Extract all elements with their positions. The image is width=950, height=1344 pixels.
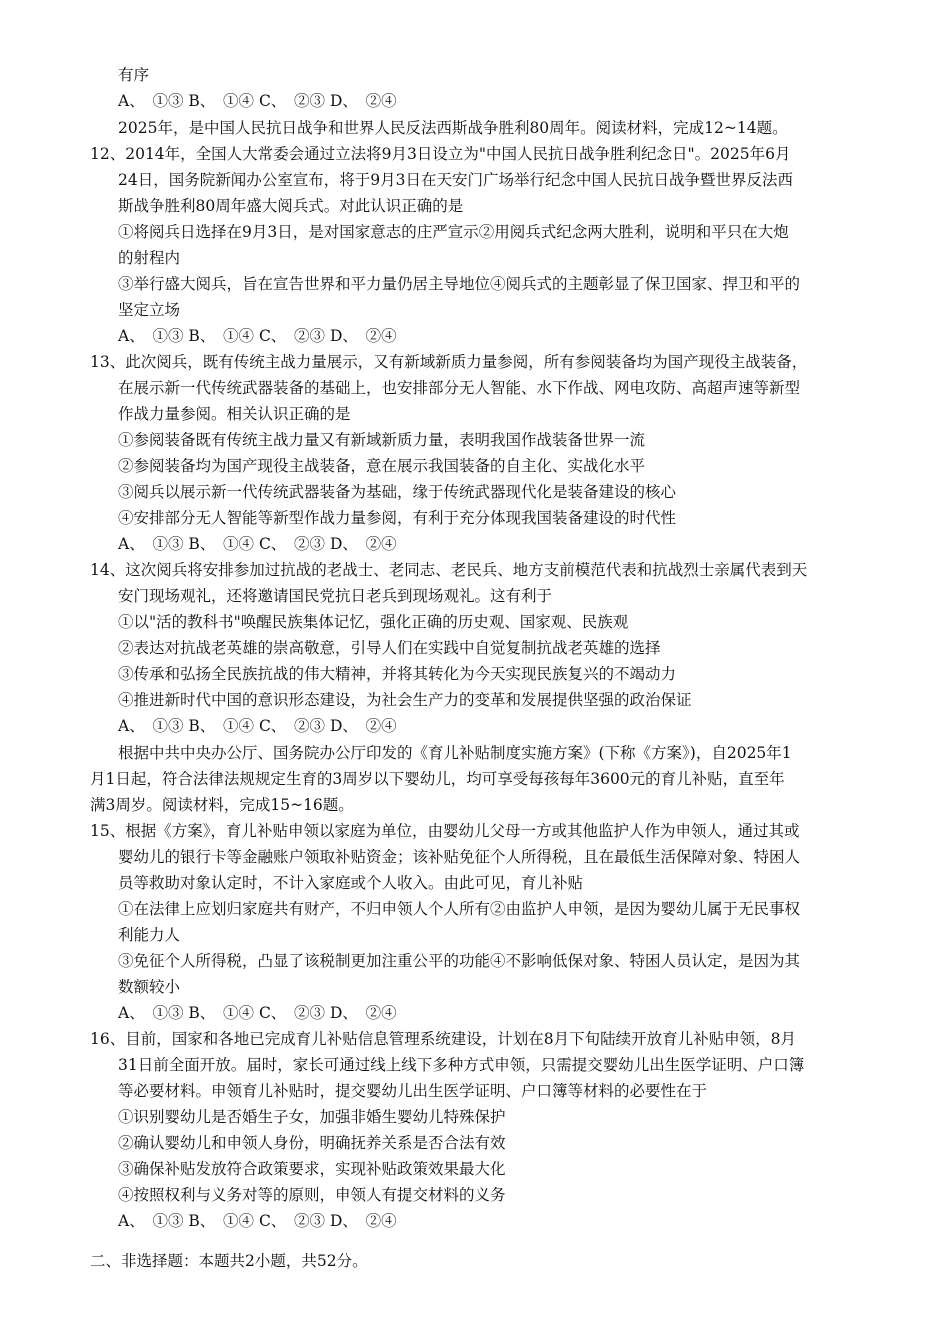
text-line: 15、根据《方案》，育儿补贴申领以家庭为单位，由婴幼儿父母一方或其他监护人作为申领人，通过其或	[90, 822, 800, 840]
text-line: ①将阅兵日选择在9月3日，是对国家意志的庄严宣示②用阅兵式纪念两大胜利，说明和平只在大炮	[118, 223, 789, 241]
text-line: 利能力人	[118, 926, 181, 944]
text-line: 安门现场观礼，还将邀请国民党抗日老兵到现场观礼。这有利于	[118, 587, 553, 605]
text-line: ③免征个人所得税，凸显了该税制更加注重公平的功能④不影响低保对象、特困人员认定，是因为其	[118, 952, 801, 970]
text-line: ②确认婴幼儿和申领人身份，明确抚养关系是否合法有效	[118, 1134, 506, 1152]
text-line: ②参阅装备均为国产现役主战装备，意在展示我国装备的自主化、实战化水平	[118, 457, 646, 475]
text-line: ③确保补贴发放符合政策要求，实现补贴政策效果最大化	[118, 1160, 506, 1178]
text-line: ③举行盛大阅兵，旨在宣告世界和平力量仍居主导地位④阅兵式的主题彰显了保卫国家、捍卫和平的	[118, 275, 801, 293]
text-line: 2025年，是中国人民抗日战争和世界人民反法西斯战争胜利80周年。阅读材料，完成12~14题。	[118, 119, 788, 137]
text-line: 员等救助对象认定时，不计入家庭或个人收入。由此可见，育儿补贴	[118, 874, 584, 892]
text-line: ④安排部分无人智能等新型作战力量参阅，有利于充分体现我国装备建设的时代性	[118, 509, 677, 527]
text-line: 二、非选择题：本题共2小题，共52分。	[90, 1252, 368, 1270]
text-line: 坚定立场	[118, 301, 181, 319]
text-line: ②表达对抗战老英雄的崇高敬意，引导人们在实践中自觉复制抗战老英雄的选择	[118, 639, 661, 657]
text-line: 24日，国务院新闻办公室宣布，将于9月3日在天安门广场举行纪念中国人民抗日战争暨世界反法西	[118, 171, 793, 189]
text-line: 13、此次阅兵，既有传统主战力量展示，又有新域新质力量参阅，所有参阅装备均为国产现役主战装备，	[90, 353, 808, 371]
text-line: ①识别婴幼儿是否婚生子女，加强非婚生婴幼儿特殊保护	[118, 1108, 506, 1126]
text-line: 数额较小	[118, 978, 181, 996]
text-line: ③阅兵以展示新一代传统武器装备为基础，缘于传统武器现代化是装备建设的核心	[118, 483, 677, 501]
text-line: ④推进新时代中国的意识形态建设，为社会生产力的变革和发展提供坚强的政治保证	[118, 691, 692, 709]
text-line: ①在法律上应划归家庭共有财产，不归申领人个人所有②由监护人申领，是因为婴幼儿属于无民事权	[118, 900, 801, 918]
text-line: 在展示新一代传统武器装备的基础上，也安排部分无人智能、水下作战、网电攻防、高超声速等新型	[118, 379, 801, 397]
text-line: ④按照权利与义务对等的原则，申领人有提交材料的义务	[118, 1186, 506, 1204]
text-line: 婴幼儿的银行卡等金融账户领取补贴资金；该补贴免征个人所得税，且在最低生活保障对象、特困人	[118, 848, 801, 866]
text-line: 31日前全面开放。届时，家长可通过线上线下多种方式申领，只需提交婴幼儿出生医学证明、户口簿	[118, 1056, 805, 1074]
text-line: ①以"活的教科书"唤醒民族集体记忆，强化正确的历史观、国家观、民族观	[118, 613, 629, 631]
answer-options: A、 ①③ B、 ①④ C、 ②③ D、 ②④	[118, 1212, 397, 1230]
answer-options: A、 ①③ B、 ①④ C、 ②③ D、 ②④	[118, 327, 397, 345]
text-line: 根据中共中央办公厅、国务院办公厅印发的《育儿补贴制度实施方案》(下称《方案》)，自2025年1	[118, 744, 792, 762]
text-line: 作战力量参阅。相关认识正确的是	[118, 405, 351, 423]
answer-options: A、 ①③ B、 ①④ C、 ②③ D、 ②④	[118, 92, 397, 110]
text-line: 的射程内	[118, 249, 181, 267]
text-line: 等必要材料。申领育儿补贴时，提交婴幼儿出生医学证明、户口簿等材料的必要性在于	[118, 1082, 708, 1100]
text-line: ①参阅装备既有传统主战力量又有新域新质力量，表明我国作战装备世界一流	[118, 431, 646, 449]
text-line: ③传承和弘扬全民族抗战的伟大精神，并将其转化为今天实现民族复兴的不竭动力	[118, 665, 677, 683]
answer-options: A、 ①③ B、 ①④ C、 ②③ D、 ②④	[118, 535, 397, 553]
text-line: 16、目前，国家和各地已完成育儿补贴信息管理系统建设，计划在8月下旬陆续开放育儿补贴申领，8月	[90, 1030, 796, 1048]
text-line: 14、这次阅兵将安排参加过抗战的老战士、老同志、老民兵、地方支前模范代表和抗战烈士亲属代表到天	[90, 561, 808, 579]
text-line: 月1日起，符合法律法规规定生育的3周岁以下婴幼儿，均可享受每孩每年3600元的育儿补贴，直至年	[90, 770, 785, 788]
text-line: 有序	[118, 66, 150, 84]
text-line: 12、2014年，全国人大常委会通过立法将9月3日设立为"中国人民抗日战争胜利纪念日"。2025年6月	[90, 145, 791, 163]
text-line: 满3周岁。阅读材料，完成15~16题。	[90, 796, 354, 814]
answer-options: A、 ①③ B、 ①④ C、 ②③ D、 ②④	[118, 717, 397, 735]
answer-options: A、 ①③ B、 ①④ C、 ②③ D、 ②④	[118, 1004, 397, 1022]
text-line: 斯战争胜利80周年盛大阅兵式。对此认识正确的是	[118, 197, 464, 215]
